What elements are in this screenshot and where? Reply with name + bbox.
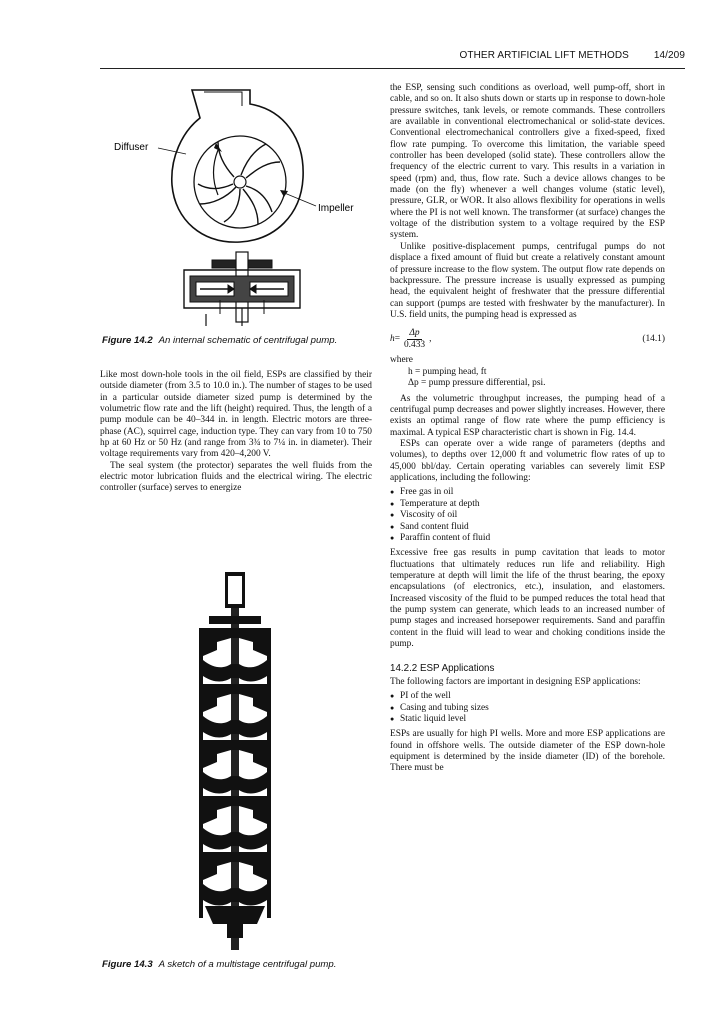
list-item: ● Free gas in oil: [390, 487, 665, 498]
equation-number: (14.1): [642, 333, 665, 344]
operating-variables-list: [390, 487, 665, 544]
right-paragraph-3: As the volumetric throughput increases, the pumping head of a centrifugal pump decreases and power slightly increases. However, there exists an optimal range of flow rate where the pump efficiency is maximal. A typical ESP characteristic chart is shown in Fig. 14.4.: [390, 393, 665, 438]
equation-comma: ,: [429, 333, 432, 344]
figure-14-3-title: A sketch of a multistage centrifugal pump.: [158, 959, 337, 970]
figure-14-3-caption: [102, 959, 336, 970]
definition-h: h = pumping head, ft: [408, 366, 487, 377]
right-column: [390, 83, 665, 775]
equation-equals: =: [394, 333, 400, 344]
right-paragraph-4: ESPs can operate over a wide range of parameters (depths and volumes), to depths over 12,000 ft and volumetric flow rates of up to 45,000 bbl/day. Certain operating variables can severely limit ESP applications, including the following:: [390, 438, 665, 483]
right-paragraph-6: The following factors are important in designing ESP applications:: [390, 676, 641, 687]
equation-lhs: h: [390, 333, 395, 344]
figure-14-2-title: An internal schematic of centrifugal pump.: [158, 335, 338, 346]
definition-dp: Δp = pump pressure differential, psi.: [408, 378, 546, 389]
right-paragraph-7: ESPs are usually for high PI wells. More and more ESP applications are found in offshore wells. The outside diameter of the ESP down-hole equipment is determined by the inside diameter (ID) of the borehole. There must be: [390, 729, 665, 774]
label-diffuser: Diffuser: [114, 142, 149, 153]
figure-14-3-drawing: [195, 572, 275, 950]
running-head: [100, 50, 685, 64]
header-rule: [100, 68, 685, 69]
figure-14-2-drawing: [100, 70, 372, 332]
running-head-title: OTHER ARTIFICIAL LIFT METHODS: [459, 50, 629, 61]
right-paragraph-1: the ESP, sensing such conditions as overload, well pump-off, short in cable, and so on. It also shuts down or starts up in response to down-hole pressure switches, tank levels, or remote commands. These controllers are available in conventional electromechanical or solid-state devices. Conventional electromechanical controllers give a fixed-speed, fixed flow rate pumping. To overcome this limitation, the variable speed controller has been developed (solid state). These controllers allow the frequency of the electric current to vary. This results in a variation in speed (rpm) and, thus, flow rate. Such a device allows changes to be made (on the fly) whenever a well changes volume (static level), pressure, GLR, or WOR. It also allows flexibility for operations in wells where the PI is not well known. The transformer (at surface) changes the voltage of the distribution system to a voltage required by the ESP system.: [390, 83, 665, 241]
list-item: ● Paraffin content of fluid: [390, 533, 665, 544]
design-factors-list: [390, 691, 665, 725]
figure-14-2-number: Figure 14.2: [102, 335, 153, 346]
right-paragraph-5: Excessive free gas results in pump cavitation that leads to motor fluctuations that ultimately reduces run life and reliability. High temperature at depth will limit the life of the thrust bearing, the epoxy encapsulations (of electronics, etc.), insulation, and elastomers. Increased viscosity of the fluid to be pumped reduces the total head that the pump system can generate, which leads to an increased number of pump stages and increased horsepower requirements. Sand and paraffin content in the fluid will lead to wear and choking conditions inside the pump.: [390, 548, 665, 650]
equation-fraction: [402, 328, 427, 351]
list-item: ● Static liquid level: [390, 714, 665, 725]
list-item: ● Casing and tubing sizes: [390, 703, 665, 714]
list-item: ● Viscosity of oil: [390, 510, 665, 521]
pump-section-view: [184, 252, 300, 326]
equation-denominator: 0.433: [403, 339, 426, 350]
where-label: where: [390, 355, 413, 366]
figure-14-3-number: Figure 14.3: [102, 959, 153, 970]
list-item: ● PI of the well: [390, 691, 665, 702]
left-paragraph-1: Like most down-hole tools in the oil field, ESPs are classified by their outside diameter (from 3.5 to 10.0 in.). The number of stages to be used in a particular outside diameter sized pump is determined by the volumetric flow rate and the lift (height) required. Thus, the length of a pump module can be 40–344 in. in length. Electric motors are three-phase (AC), squirrel cage, induction type. They can vary from 10 to 750 hp at 60 Hz or 50 Hz (and range from 3¾ to 7¼ in. in diameter). Their voltage requirements vary from 420–4,200 V.: [100, 370, 373, 460]
equation-definitions: [408, 367, 665, 390]
list-item: ● Temperature at depth: [390, 499, 665, 510]
page-number: 14/209: [653, 50, 685, 61]
left-text-block: [100, 370, 372, 495]
section-heading: 14.2.2 ESP Applications: [390, 663, 495, 675]
right-paragraph-2: Unlike positive-displacement pumps, centrifugal pumps do not displace a fixed amount of fluid but create a relatively constant amount of pressure increase to the flow system. The output flow rate depends on backpressure. The pressure increase is usually expressed as pumping head, the equivalent height of freshwater that the pressure differential can support (pumps are tested with freshwater by the manufacturer). In U.S. field units, the pumping head is expressed as: [390, 241, 665, 320]
equation-14-1: [390, 326, 665, 352]
list-item: ● Sand content fluid: [390, 522, 665, 533]
figure-14-2-caption: [102, 335, 337, 346]
equation-numerator: Δp: [409, 327, 420, 338]
left-paragraph-2: The seal system (the protector) separates the well fluids from the electric motor lubrication fluids and the electrical wiring. The electric controller (surface) serves to energize: [100, 460, 372, 494]
label-impeller: Impeller: [318, 203, 354, 214]
left-column: [100, 70, 372, 990]
